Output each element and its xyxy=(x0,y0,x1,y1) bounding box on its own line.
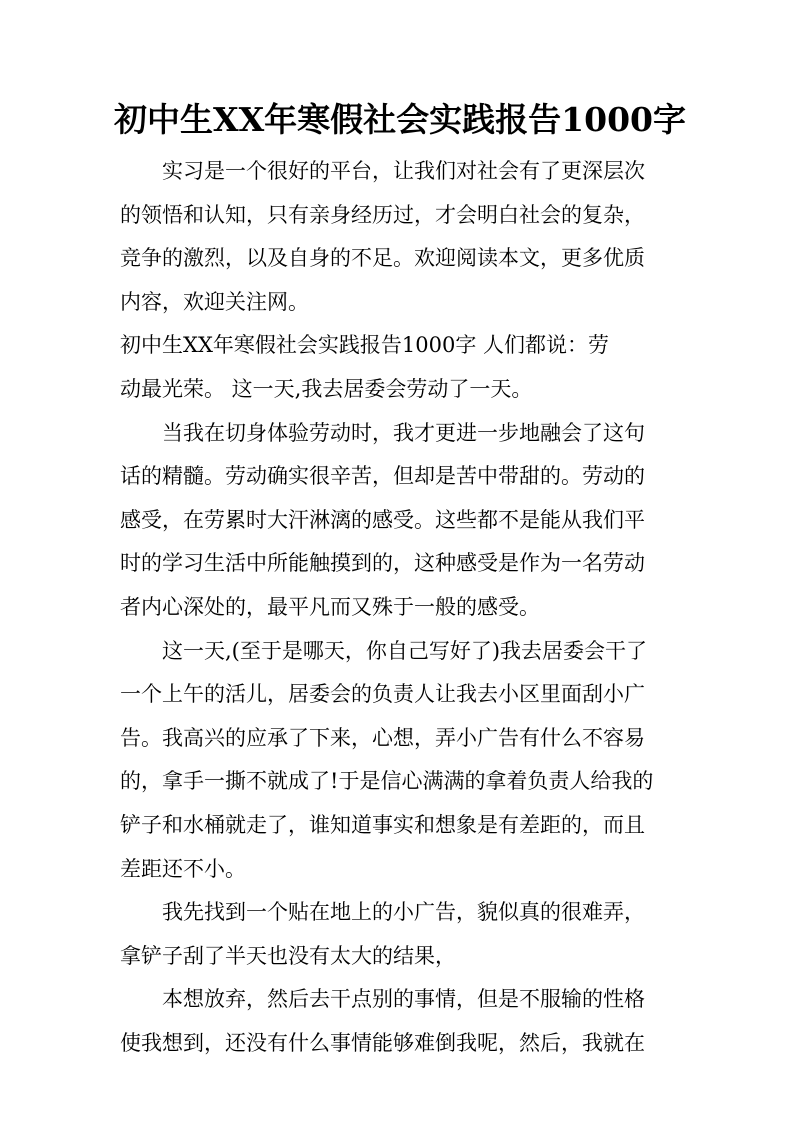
text-line: 动最光荣。 这一天,我去居委会劳动了一天。 xyxy=(120,376,533,401)
text-line: 的，拿手一撕不就成了!于是信心满满的拿着负责人给我的 xyxy=(120,769,654,794)
text-line: 竞争的激烈，以及自身的不足。欢迎阅读本文，更多优质 xyxy=(120,246,645,271)
paragraph-heading-repeat xyxy=(120,324,680,411)
paragraph-that-day xyxy=(120,630,680,892)
text-line: 这一天,(至于是哪天，你自己写好了)我去居委会干了 xyxy=(162,638,648,663)
text-line: 内容，欢迎关注网。 xyxy=(120,289,309,314)
paragraph-first-ad xyxy=(120,891,680,978)
text-line: 拿铲子刮了半天也没有太大的结果， xyxy=(120,943,456,968)
text-line: 的领悟和认知，只有亲身经历过，才会明白社会的复杂， xyxy=(120,202,645,227)
text-line: 差距还不小。 xyxy=(120,856,246,881)
text-line: 实习是一个很好的平台，让我们对社会有了更深层次 xyxy=(162,159,645,183)
paragraph-experience xyxy=(120,412,680,630)
text-line: 铲子和水桶就走了，谁知道事实和想象是有差距的，而且 xyxy=(120,812,645,837)
text-line: 告。我高兴的应承了下来，心想，弄小广告有什么不容易 xyxy=(120,725,645,750)
document-body xyxy=(120,150,680,1065)
text-line: 使我想到，还没有什么事情能够难倒我呢，然后，我就在 xyxy=(120,1030,645,1055)
text-line: 话的精髓。劳动确实很辛苦，但却是苦中带甜的。劳动的 xyxy=(120,464,645,489)
text-line: 本想放弃，然后去干点别的事情，但是不服输的性格 xyxy=(162,987,645,1012)
text-line: 时的学习生活中所能触摸到的，这种感受是作为一名劳动 xyxy=(120,551,645,576)
paragraph-persistence xyxy=(120,978,680,1065)
text-line: 当我在切身体验劳动时，我才更进一步地融会了这句 xyxy=(162,420,645,445)
text-line: 初中生XX年寒假社会实践报告1000字 人们都说：劳 xyxy=(120,333,610,358)
document-title: 初中生XX年寒假社会实践报告1000字 xyxy=(113,100,687,139)
text-line: 我先找到一个贴在地上的小广告，貌似真的很难弄， xyxy=(162,900,645,925)
text-line: 者内心深处的，最平凡而又殊于一般的感受。 xyxy=(120,594,540,619)
paragraph-intro xyxy=(120,150,680,324)
text-line: 感受，在劳累时大汗淋漓的感受。这些都不是能从我们平 xyxy=(120,507,645,532)
text-line: 一个上午的活儿，居委会的负责人让我去小区里面刮小广 xyxy=(120,682,645,707)
